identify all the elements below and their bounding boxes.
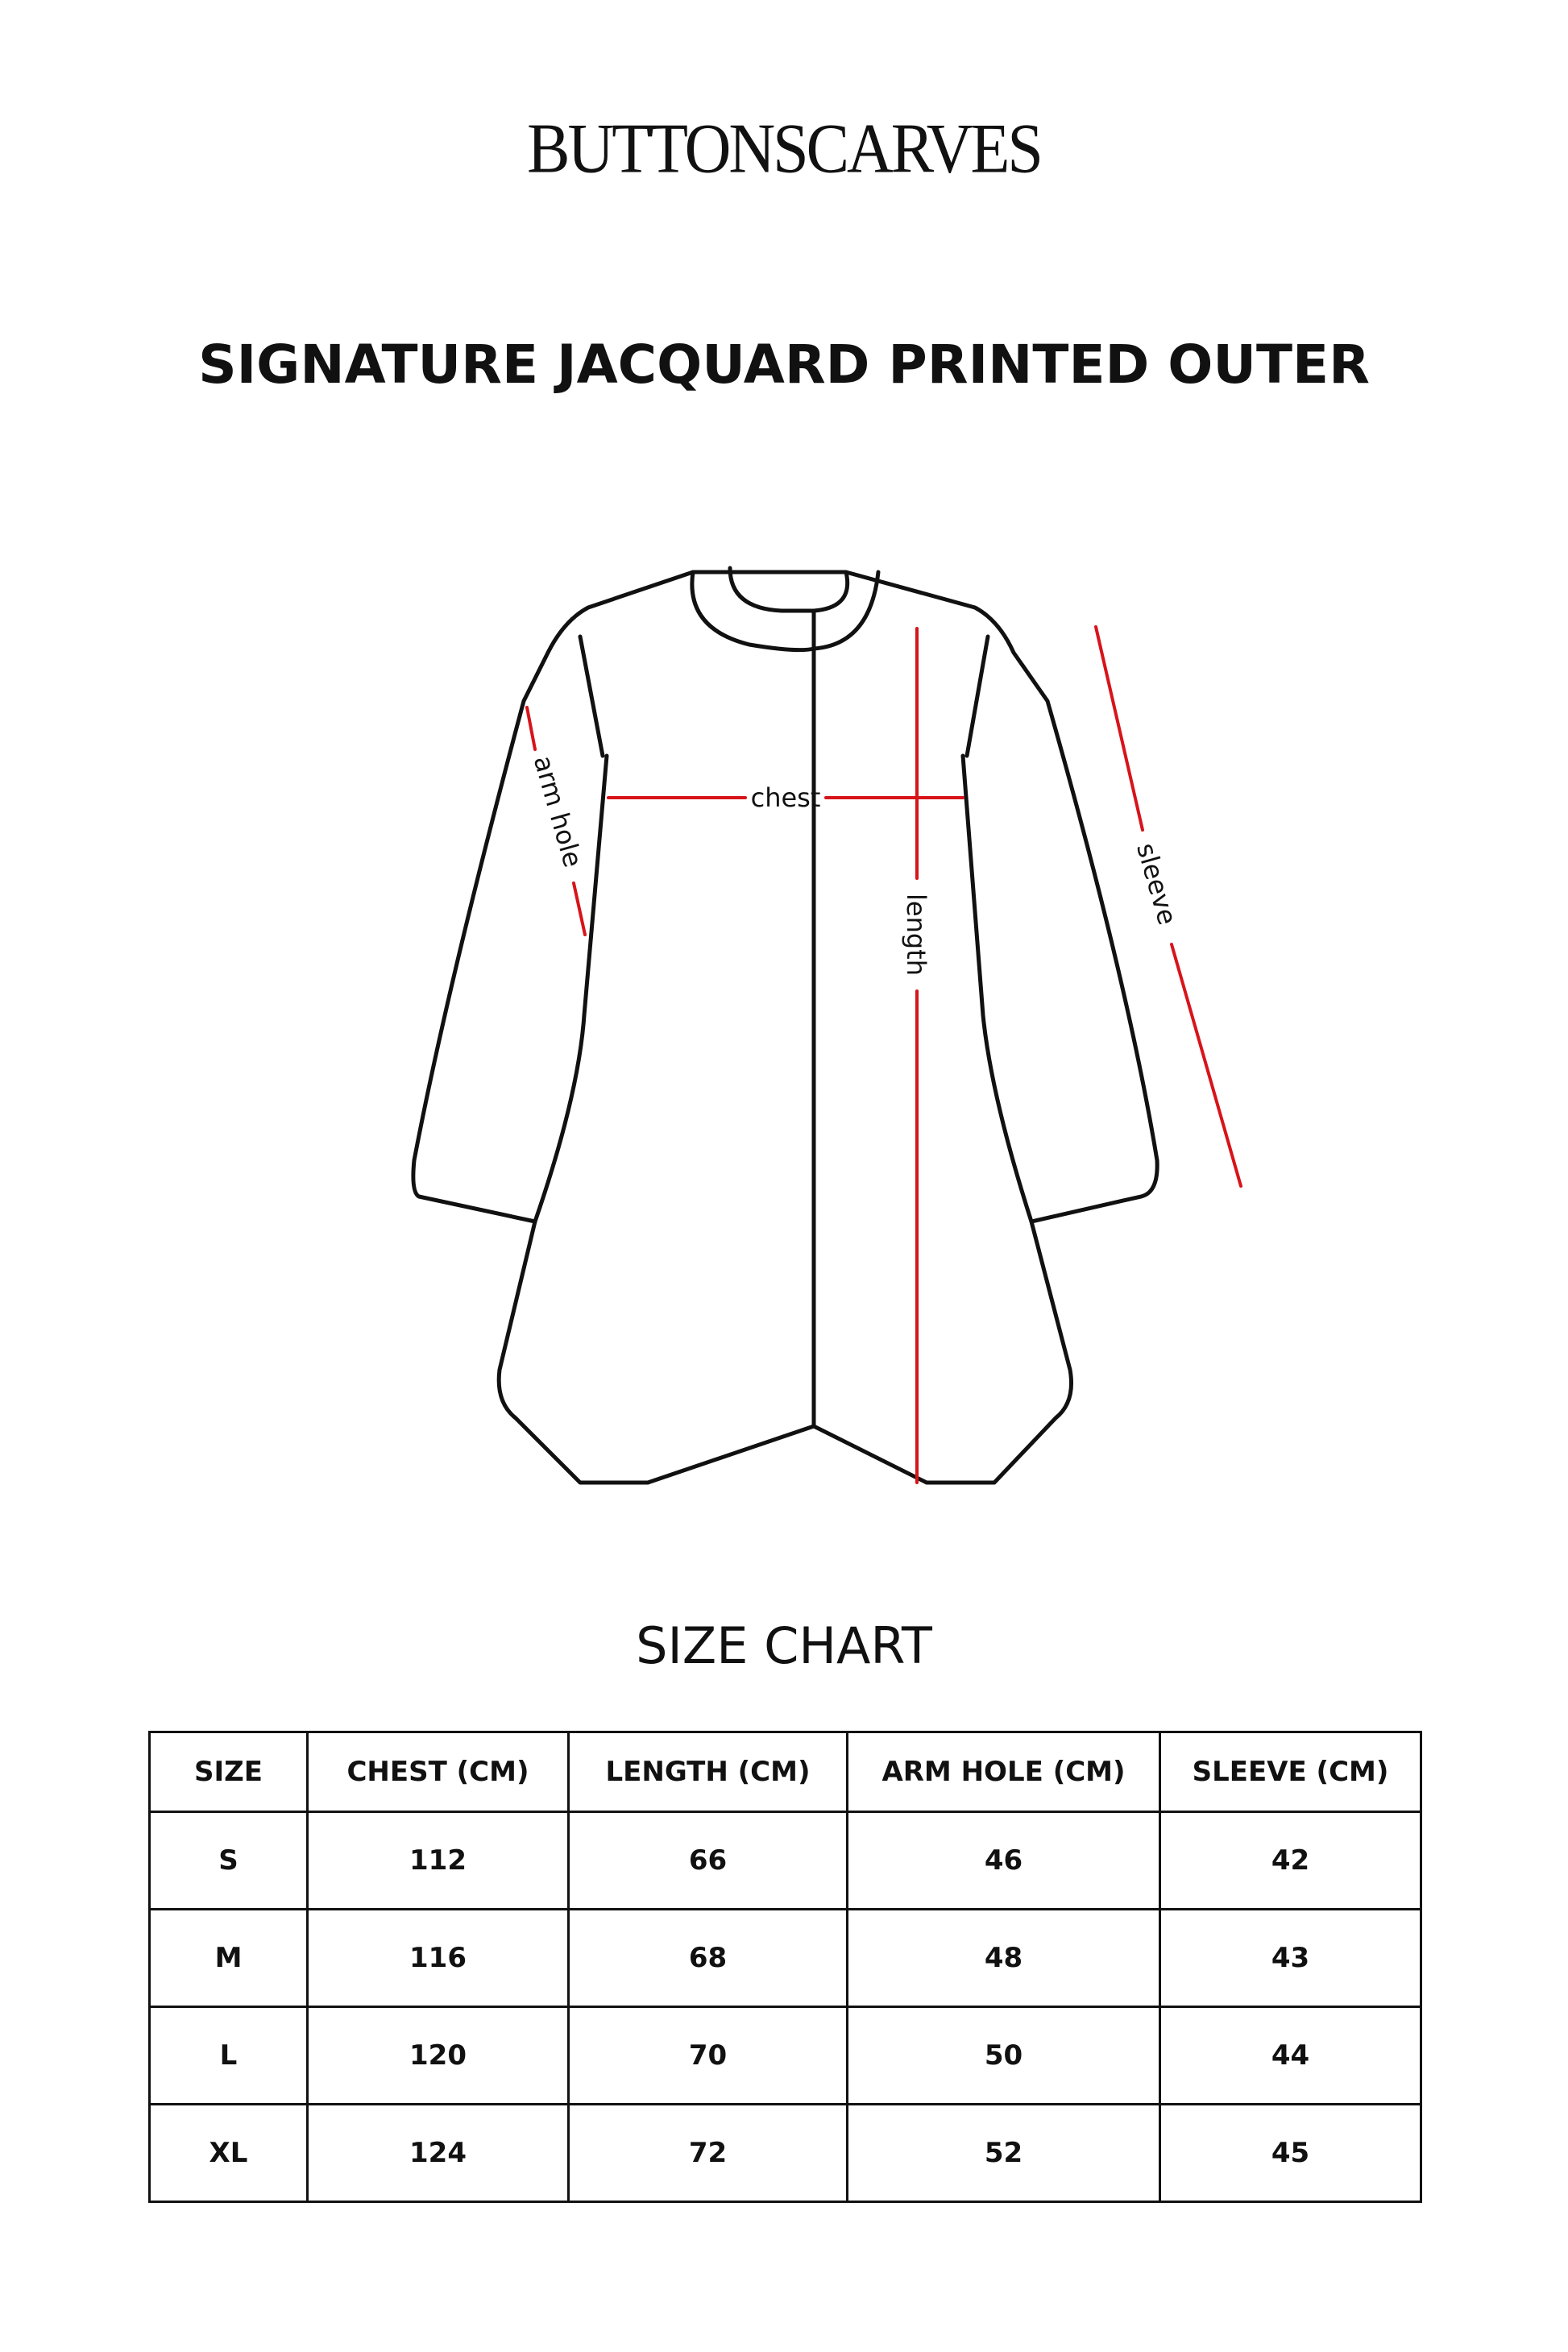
cell-chest: 120 (308, 2007, 569, 2105)
left-armhole-seam (535, 637, 607, 1222)
right-armhole-seam (963, 637, 1031, 1222)
length-label: length (901, 894, 931, 976)
cell-arm-hole: 48 (848, 1910, 1160, 2007)
header-sleeve: SLEEVE (CM) (1160, 1732, 1421, 1812)
table-row (150, 2007, 1421, 2105)
cell-length: 70 (569, 2007, 848, 2105)
cell-sleeve: 45 (1160, 2105, 1421, 2202)
cell-sleeve: 43 (1160, 1910, 1421, 2007)
cell-size: L (150, 2007, 308, 2105)
cell-sleeve: 42 (1160, 1812, 1421, 1910)
header-size: SIZE (150, 1732, 308, 1812)
table-row (150, 1812, 1421, 1910)
cell-arm-hole: 50 (848, 2007, 1160, 2105)
product-title: SIGNATURE JACQUARD PRINTED OUTER (198, 334, 1370, 396)
brand-logo: BUTTONSCARVES (527, 110, 1041, 189)
cell-size: S (150, 1812, 308, 1910)
collar (692, 568, 878, 650)
cell-chest: 124 (308, 2105, 569, 2202)
size-chart-table (148, 1731, 1422, 2203)
sleeve-measure-line-bottom (1172, 944, 1241, 1186)
cell-length: 68 (569, 1910, 848, 2007)
size-chart-title: SIZE CHART (636, 1616, 932, 1675)
sleeve-label: sleeve (1130, 839, 1184, 928)
armhole-measure-line-top (527, 707, 535, 749)
cell-arm-hole: 52 (848, 2105, 1160, 2202)
cell-size: M (150, 1910, 308, 2007)
cell-chest: 116 (308, 1910, 569, 2007)
table-row (150, 2105, 1421, 2202)
cell-length: 66 (569, 1812, 848, 1910)
cell-chest: 112 (308, 1812, 569, 1910)
sleeve-measure-line-top (1096, 627, 1143, 830)
cell-sleeve: 44 (1160, 2007, 1421, 2105)
header-chest: CHEST (CM) (308, 1732, 569, 1812)
garment-diagram (0, 532, 1568, 1531)
armhole-measure-line-bottom (574, 883, 585, 935)
arm-hole-label: arm hole (527, 752, 589, 871)
cell-size: XL (150, 2105, 308, 2202)
table-header-row (150, 1732, 1421, 1812)
table-row (150, 1910, 1421, 2007)
garment-outline (413, 572, 1157, 1483)
chest-label: chest (750, 782, 821, 813)
header-arm-hole: ARM HOLE (CM) (848, 1732, 1160, 1812)
cell-length: 72 (569, 2105, 848, 2202)
cell-arm-hole: 46 (848, 1812, 1160, 1910)
header-length: LENGTH (CM) (569, 1732, 848, 1812)
